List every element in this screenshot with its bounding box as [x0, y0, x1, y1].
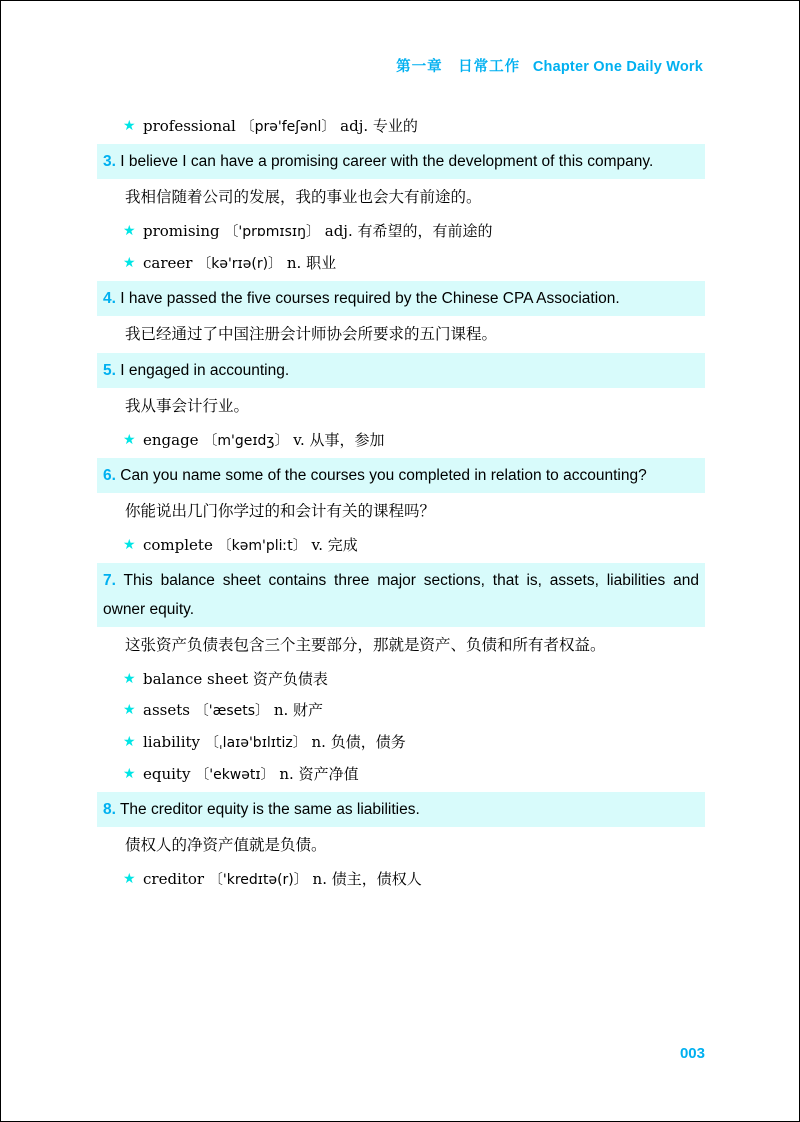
sentence-text: I engaged in accounting. — [115, 362, 290, 379]
sentence-translation: 我相信随着公司的发展，我的事业也会大有前途的。 — [125, 188, 482, 206]
vocabulary-pronunciation: 〔'ekwətɪ〕 — [195, 767, 275, 783]
lesson-body — [97, 111, 705, 895]
vocabulary-pronunciation: 〔m'geɪdʒ〕 — [203, 433, 289, 449]
vocabulary-part-of-speech: n. — [286, 254, 302, 272]
sentence-number: 4. — [103, 290, 116, 307]
vocabulary-word: complete — [143, 536, 213, 554]
vocabulary-pronunciation: 〔'prɒmɪsɪŋ〕 — [224, 224, 320, 240]
sentence-english — [97, 792, 705, 827]
sentence-translation: 我从事会计行业。 — [125, 397, 250, 415]
vocabulary-entry — [97, 695, 705, 726]
vocabulary-part-of-speech: v. — [311, 536, 323, 554]
star-icon: ★ — [123, 871, 136, 887]
vocabulary-definition: 有希望的，有前途的 — [357, 222, 493, 240]
sentence-english — [97, 458, 705, 493]
running-header — [97, 55, 705, 81]
vocabulary-entry — [97, 530, 705, 561]
header-chapter-en: Chapter One Daily Work — [532, 59, 703, 75]
star-icon: ★ — [123, 432, 136, 448]
vocabulary-definition: 负债，债务 — [330, 733, 406, 751]
sentence-number: 3. — [103, 153, 116, 170]
vocabulary-definition: 专业的 — [372, 117, 418, 135]
sentence-number: 5. — [103, 362, 116, 379]
star-icon: ★ — [123, 223, 136, 239]
vocabulary-definition: 完成 — [327, 536, 358, 554]
vocabulary-part-of-speech: n. — [312, 870, 327, 888]
sentence-translation: 我已经通过了中国注册会计师协会所要求的五门课程。 — [125, 325, 498, 343]
vocabulary-definition: 资产负债表 — [252, 670, 328, 688]
vocabulary-entry — [97, 759, 705, 790]
vocabulary-definition: 从事，参加 — [309, 431, 385, 449]
star-icon: ★ — [123, 671, 136, 687]
vocabulary-pronunciation: 〔kə'rɪə(r)〕 — [197, 256, 283, 272]
sentence-english — [97, 144, 705, 179]
vocabulary-entry — [97, 216, 705, 247]
sentence-number: 8. — [103, 801, 116, 818]
star-icon: ★ — [123, 537, 136, 553]
page-content — [97, 55, 705, 1062]
vocabulary-part-of-speech: n. — [279, 765, 294, 783]
vocabulary-word: engage — [143, 431, 199, 449]
sentence-english — [97, 563, 705, 627]
vocabulary-word: professional — [143, 117, 236, 135]
vocabulary-entry — [97, 864, 705, 895]
vocabulary-definition: 资产净值 — [298, 765, 359, 783]
star-icon: ★ — [123, 255, 136, 271]
header-chapter-cn: 第一章 日常工作 — [396, 59, 521, 75]
sentence-english — [97, 353, 705, 388]
sentence-number: 7. — [103, 572, 116, 589]
sentence-text: Can you name some of the courses you completed in relation to accounting? — [115, 467, 647, 484]
vocabulary-word: promising — [143, 222, 220, 240]
sentence-english — [97, 281, 705, 316]
vocabulary-part-of-speech: n. — [311, 733, 326, 751]
vocabulary-entry — [97, 664, 705, 694]
sentence-text: This balance sheet contains three major sections, that is, assets, liabilities and owner equity. — [103, 572, 699, 618]
vocabulary-definition: 财产 — [293, 701, 324, 719]
vocabulary-pronunciation: 〔ˌlaɪə'bɪlɪtiz〕 — [204, 735, 307, 751]
vocabulary-word: equity — [143, 765, 191, 783]
star-icon: ★ — [123, 702, 136, 718]
vocabulary-pronunciation: 〔'kredɪtə(r)〕 — [208, 872, 308, 888]
vocabulary-entry — [97, 248, 705, 279]
vocabulary-pronunciation: 〔kəm'pliːt〕 — [217, 538, 307, 554]
vocabulary-pronunciation: 〔'æsets〕 — [194, 703, 270, 719]
vocabulary-word: balance sheet — [143, 670, 249, 688]
star-icon: ★ — [123, 734, 136, 750]
vocabulary-part-of-speech: adj. — [324, 222, 353, 240]
vocabulary-part-of-speech: n. — [273, 701, 289, 719]
sentence-translation: 债权人的净资产值就是负债。 — [125, 836, 327, 854]
vocabulary-entry — [97, 727, 705, 758]
star-icon: ★ — [123, 766, 136, 782]
sentence-translation: 你能说出几门你学过的和会计有关的课程吗？ — [125, 502, 436, 520]
sentence-number: 6. — [103, 467, 116, 484]
star-icon: ★ — [123, 118, 136, 134]
vocabulary-definition: 职业 — [306, 254, 337, 272]
vocabulary-part-of-speech: v. — [293, 431, 305, 449]
vocabulary-definition: 债主，债权人 — [331, 870, 422, 888]
vocabulary-pronunciation: 〔prə'feʃənl〕 — [240, 119, 336, 135]
sentence-translation: 这张资产负债表包含三个主要部分，那就是资产、负债和所有者权益。 — [125, 636, 606, 654]
vocabulary-entry — [97, 425, 705, 456]
vocabulary-word: career — [143, 254, 193, 272]
sentence-text: The creditor equity is the same as liabilities. — [115, 801, 420, 818]
vocabulary-word: creditor — [143, 870, 205, 888]
sentence-text: I believe I can have a promising career with the development of this company. — [115, 153, 654, 170]
vocabulary-part-of-speech: adj. — [340, 117, 369, 135]
page-number: 003 — [679, 1045, 705, 1062]
vocabulary-word: assets — [143, 701, 190, 719]
sentence-text: I have passed the five courses required by the Chinese CPA Association. — [115, 290, 620, 307]
vocabulary-entry — [97, 111, 705, 142]
vocabulary-word: liability — [143, 733, 201, 751]
